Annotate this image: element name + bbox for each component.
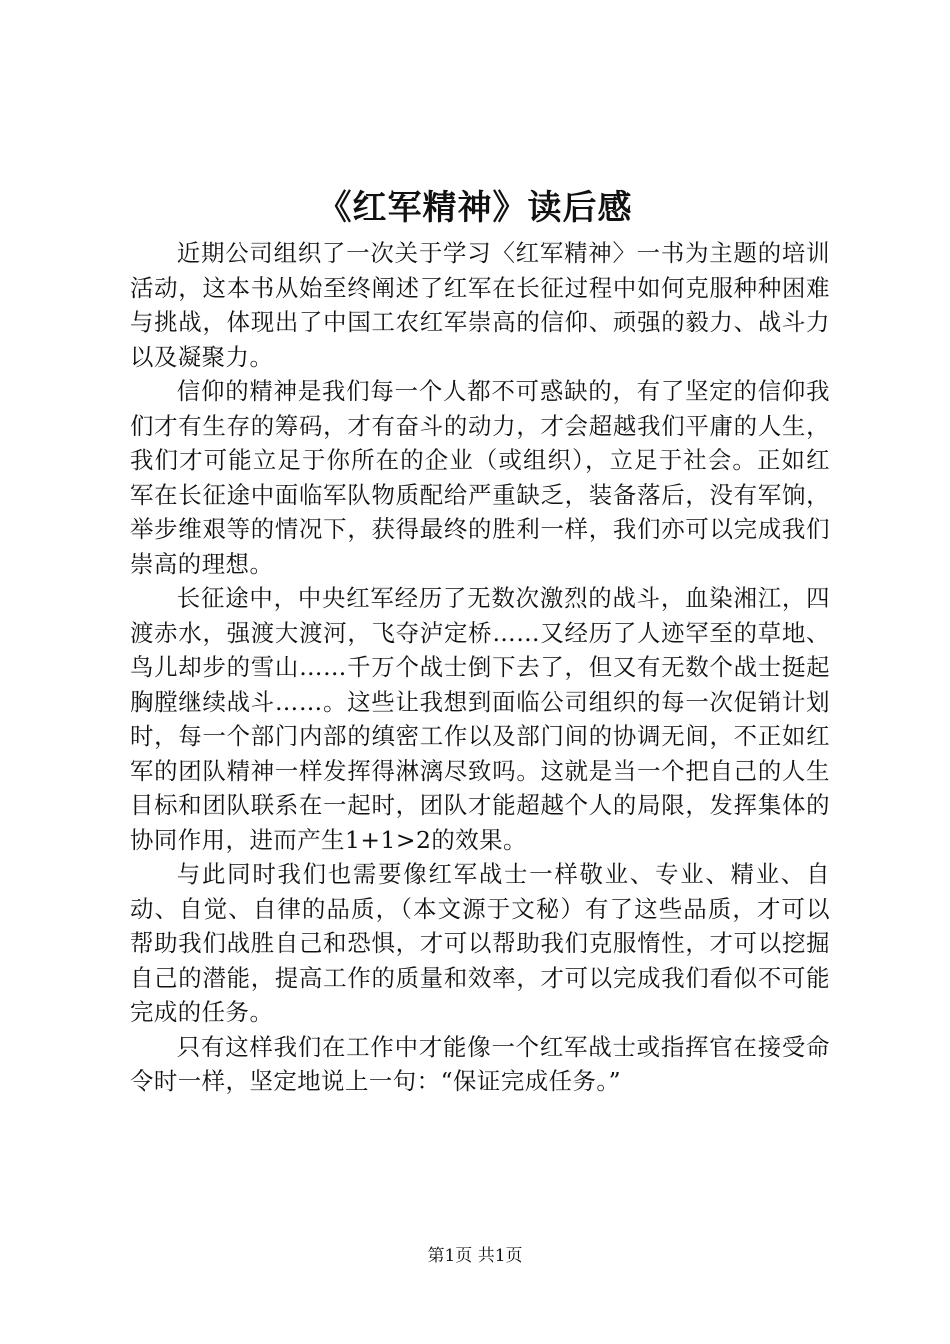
page-footer: 第1页 共1页 — [427, 1246, 523, 1266]
paragraph-3: 长征途中，中央红军经历了无数次激烈的战斗，血染湘江，四渡赤水，强渡大渡河，飞夺泸定桥……又经历了人迹罕至的草地、鸟儿却步的雪山……千万个战士倒下去了，但又有无数个战士挺起胸膛继续战斗……。这些让我想到面临公司组织的每一次促销计划时，每一个部门内部的缜密工作以及部门间的协调无间，不正如红军的团队精神一样发挥得淋漓尽致吗。这就是当一个把自己的人生目标和团队联系在一起时，团队才能超越个人的局限，发挥集体的协同作用，进而产生1+1>2的效果。 — [130, 584, 830, 854]
paragraph-2: 信仰的精神是我们每一个人都不可惑缺的，有了坚定的信仰我们才有生存的筹码，才有奋斗的动力，才会超越我们平庸的人生，我们才可能立足于你所在的企业（或组织），立足于社会。正如红军在长征途中面临军队物质配给严重缺乏，装备落后，没有军饷，举步维艰等的情况下，获得最终的胜利一样，我们亦可以完成我们崇高的理想。 — [130, 377, 830, 578]
document-body — [130, 236, 830, 1099]
paragraph-5: 只有这样我们在工作中才能像一个红军战士或指挥官在接受命令时一样，坚定地说上一句：“保证完成任务。” — [130, 1032, 830, 1095]
document-title: 《红军精神》读后感 — [317, 188, 633, 228]
paragraph-1: 近期公司组织了一次关于学习〈红军精神〉一书为主题的培训活动，这本书从始至终阐述了红军在长征过程中如何克服种种困难与挑战，体现出了中国工农红军崇高的信仰、顽强的毅力、战斗力以及凝聚力。 — [130, 239, 830, 371]
paragraph-4: 与此同时我们也需要像红军战士一样敬业、专业、精业、自动、自觉、自律的品质，（本文源于文秘）有了这些品质，才可以帮助我们战胜自己和恐惧，才可以帮助我们克服惰性，才可以挖掘自己的潜能，提高工作的质量和效率，才可以完成我们看似不可能完成的任务。 — [130, 860, 830, 1026]
